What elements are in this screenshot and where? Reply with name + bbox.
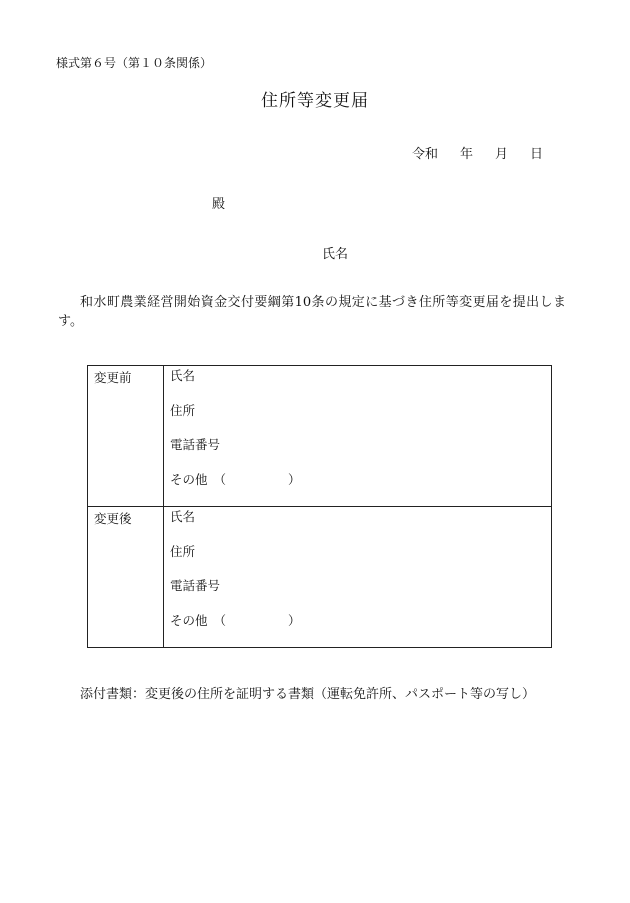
date-month: 月 bbox=[495, 147, 509, 162]
after-other-paren-close: ） bbox=[288, 612, 301, 628]
after-label: 変更後 bbox=[88, 507, 164, 648]
after-fields bbox=[164, 507, 552, 648]
before-other-paren-open: （ bbox=[213, 471, 227, 487]
addressee-suffix: 殿 bbox=[212, 197, 226, 212]
date-line bbox=[412, 143, 543, 162]
after-phone-field: 電話番号 bbox=[170, 578, 221, 593]
before-label: 変更前 bbox=[88, 366, 164, 507]
table-row-before bbox=[88, 366, 552, 507]
date-day: 日 bbox=[530, 147, 544, 162]
after-other-paren-open: （ bbox=[213, 612, 227, 628]
after-other-label: その他 bbox=[170, 612, 208, 628]
before-name-field: 氏名 bbox=[170, 368, 196, 383]
before-fields bbox=[164, 366, 552, 507]
change-table bbox=[87, 365, 552, 648]
applicant-name-label: 氏名 bbox=[322, 247, 349, 262]
before-other-label: その他 bbox=[170, 471, 208, 487]
after-other-field bbox=[170, 613, 551, 648]
after-name-field: 氏名 bbox=[170, 509, 196, 524]
before-address-field: 住所 bbox=[170, 402, 196, 418]
attachment-note: 添付書類：変更後の住所を証明する書類（運転免許所、パスポート等の写し） bbox=[80, 687, 536, 702]
page-title: 住所等変更届 bbox=[261, 91, 369, 111]
before-other-paren-close: ） bbox=[288, 471, 301, 487]
body-text: 和水町農業経営開始資金交付要綱第10条の規定に基づき住所等変更届を提出します。 bbox=[58, 295, 566, 329]
date-year: 年 bbox=[460, 147, 474, 162]
after-address-field: 住所 bbox=[170, 543, 196, 559]
before-phone-field: 電話番号 bbox=[170, 437, 221, 452]
date-era: 令和 bbox=[412, 147, 439, 162]
table-row-after bbox=[88, 507, 552, 648]
form-number: 様式第６号（第１０条関係） bbox=[56, 56, 213, 70]
before-other-field bbox=[170, 472, 551, 507]
